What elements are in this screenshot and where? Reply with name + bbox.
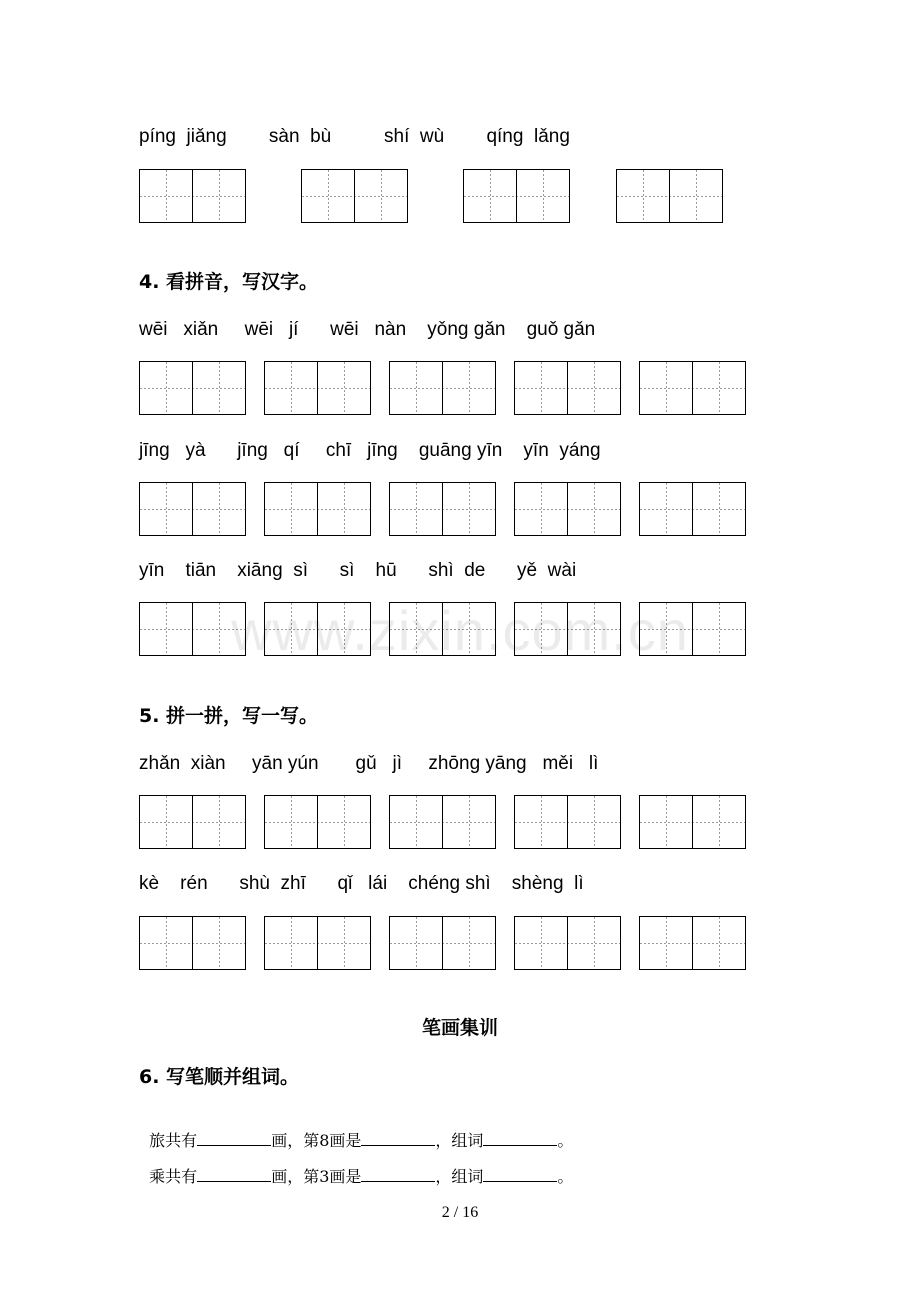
line-text: ，组词 [435, 1167, 484, 1186]
writing-box[interactable] [639, 361, 746, 415]
fill-in-line [139, 1143, 573, 1188]
writing-box[interactable] [264, 361, 371, 415]
question-5-title: 5. 拼一拼，写一写。 [139, 705, 319, 727]
writing-box[interactable] [139, 482, 246, 536]
pinyin-row: wēi xiǎn wēi jí wēi nàn yǒng gǎn guǒ gǎn [139, 319, 596, 340]
writing-box[interactable] [139, 169, 246, 223]
writing-box[interactable] [264, 482, 371, 536]
writing-grid-row [139, 482, 919, 536]
writing-box[interactable] [514, 602, 621, 656]
writing-box[interactable] [463, 169, 570, 223]
writing-box[interactable] [514, 795, 621, 849]
writing-grid-row [139, 602, 919, 656]
writing-box[interactable] [389, 482, 496, 536]
question-6-title: 6. 写笔顺并组词。 [139, 1066, 300, 1088]
line-end: 。 [557, 1167, 574, 1186]
writing-box[interactable] [639, 602, 746, 656]
writing-box[interactable] [389, 361, 496, 415]
writing-box[interactable] [264, 602, 371, 656]
writing-box[interactable] [616, 169, 723, 223]
writing-box[interactable] [139, 361, 246, 415]
pinyin-row: píng jiǎng sàn bù shí wù qíng lǎng [139, 126, 570, 147]
writing-box[interactable] [639, 916, 746, 970]
writing-box[interactable] [389, 602, 496, 656]
writing-box[interactable] [514, 482, 621, 536]
writing-box[interactable] [139, 916, 246, 970]
writing-grid-row [139, 169, 919, 223]
pinyin-row: kè rén shù zhī qǐ lái chéng shì shèng lì [139, 873, 584, 894]
line-prefix: 旅共有 [149, 1131, 198, 1150]
writing-box[interactable] [389, 795, 496, 849]
page-number: 2 / 16 [441, 1204, 479, 1221]
writing-box[interactable] [139, 602, 246, 656]
blank-field[interactable] [197, 1165, 271, 1182]
question-4-title: 4. 看拼音，写汉字。 [139, 271, 319, 293]
writing-box[interactable] [301, 169, 408, 223]
pinyin-row: zhǎn xiàn yān yún gǔ jì zhōng yāng měi lì [139, 753, 599, 774]
pinyin-row: yīn tiān xiāng sì sì hū shì de yě wài [139, 560, 577, 581]
pinyin-row: jīng yà jīng qí chī jīng guāng yīn yīn yáng [139, 440, 601, 461]
section-title: 笔画集训 [421, 1017, 498, 1039]
line-text: 画，第3画是 [271, 1167, 362, 1186]
writing-box[interactable] [264, 795, 371, 849]
line-end: 。 [557, 1131, 574, 1150]
writing-grid-row [139, 916, 919, 970]
blank-field[interactable] [361, 1165, 435, 1182]
line-text: ，组词 [435, 1131, 484, 1150]
writing-box[interactable] [639, 482, 746, 536]
writing-box[interactable] [514, 916, 621, 970]
writing-box[interactable] [139, 795, 246, 849]
writing-box[interactable] [639, 795, 746, 849]
line-text: 画，第8画是 [271, 1131, 362, 1150]
writing-box[interactable] [514, 361, 621, 415]
writing-grid-row [139, 361, 919, 415]
blank-field[interactable] [483, 1165, 557, 1182]
line-prefix: 乘共有 [149, 1167, 198, 1186]
writing-box[interactable] [264, 916, 371, 970]
writing-box[interactable] [389, 916, 496, 970]
writing-grid-row [139, 795, 919, 849]
